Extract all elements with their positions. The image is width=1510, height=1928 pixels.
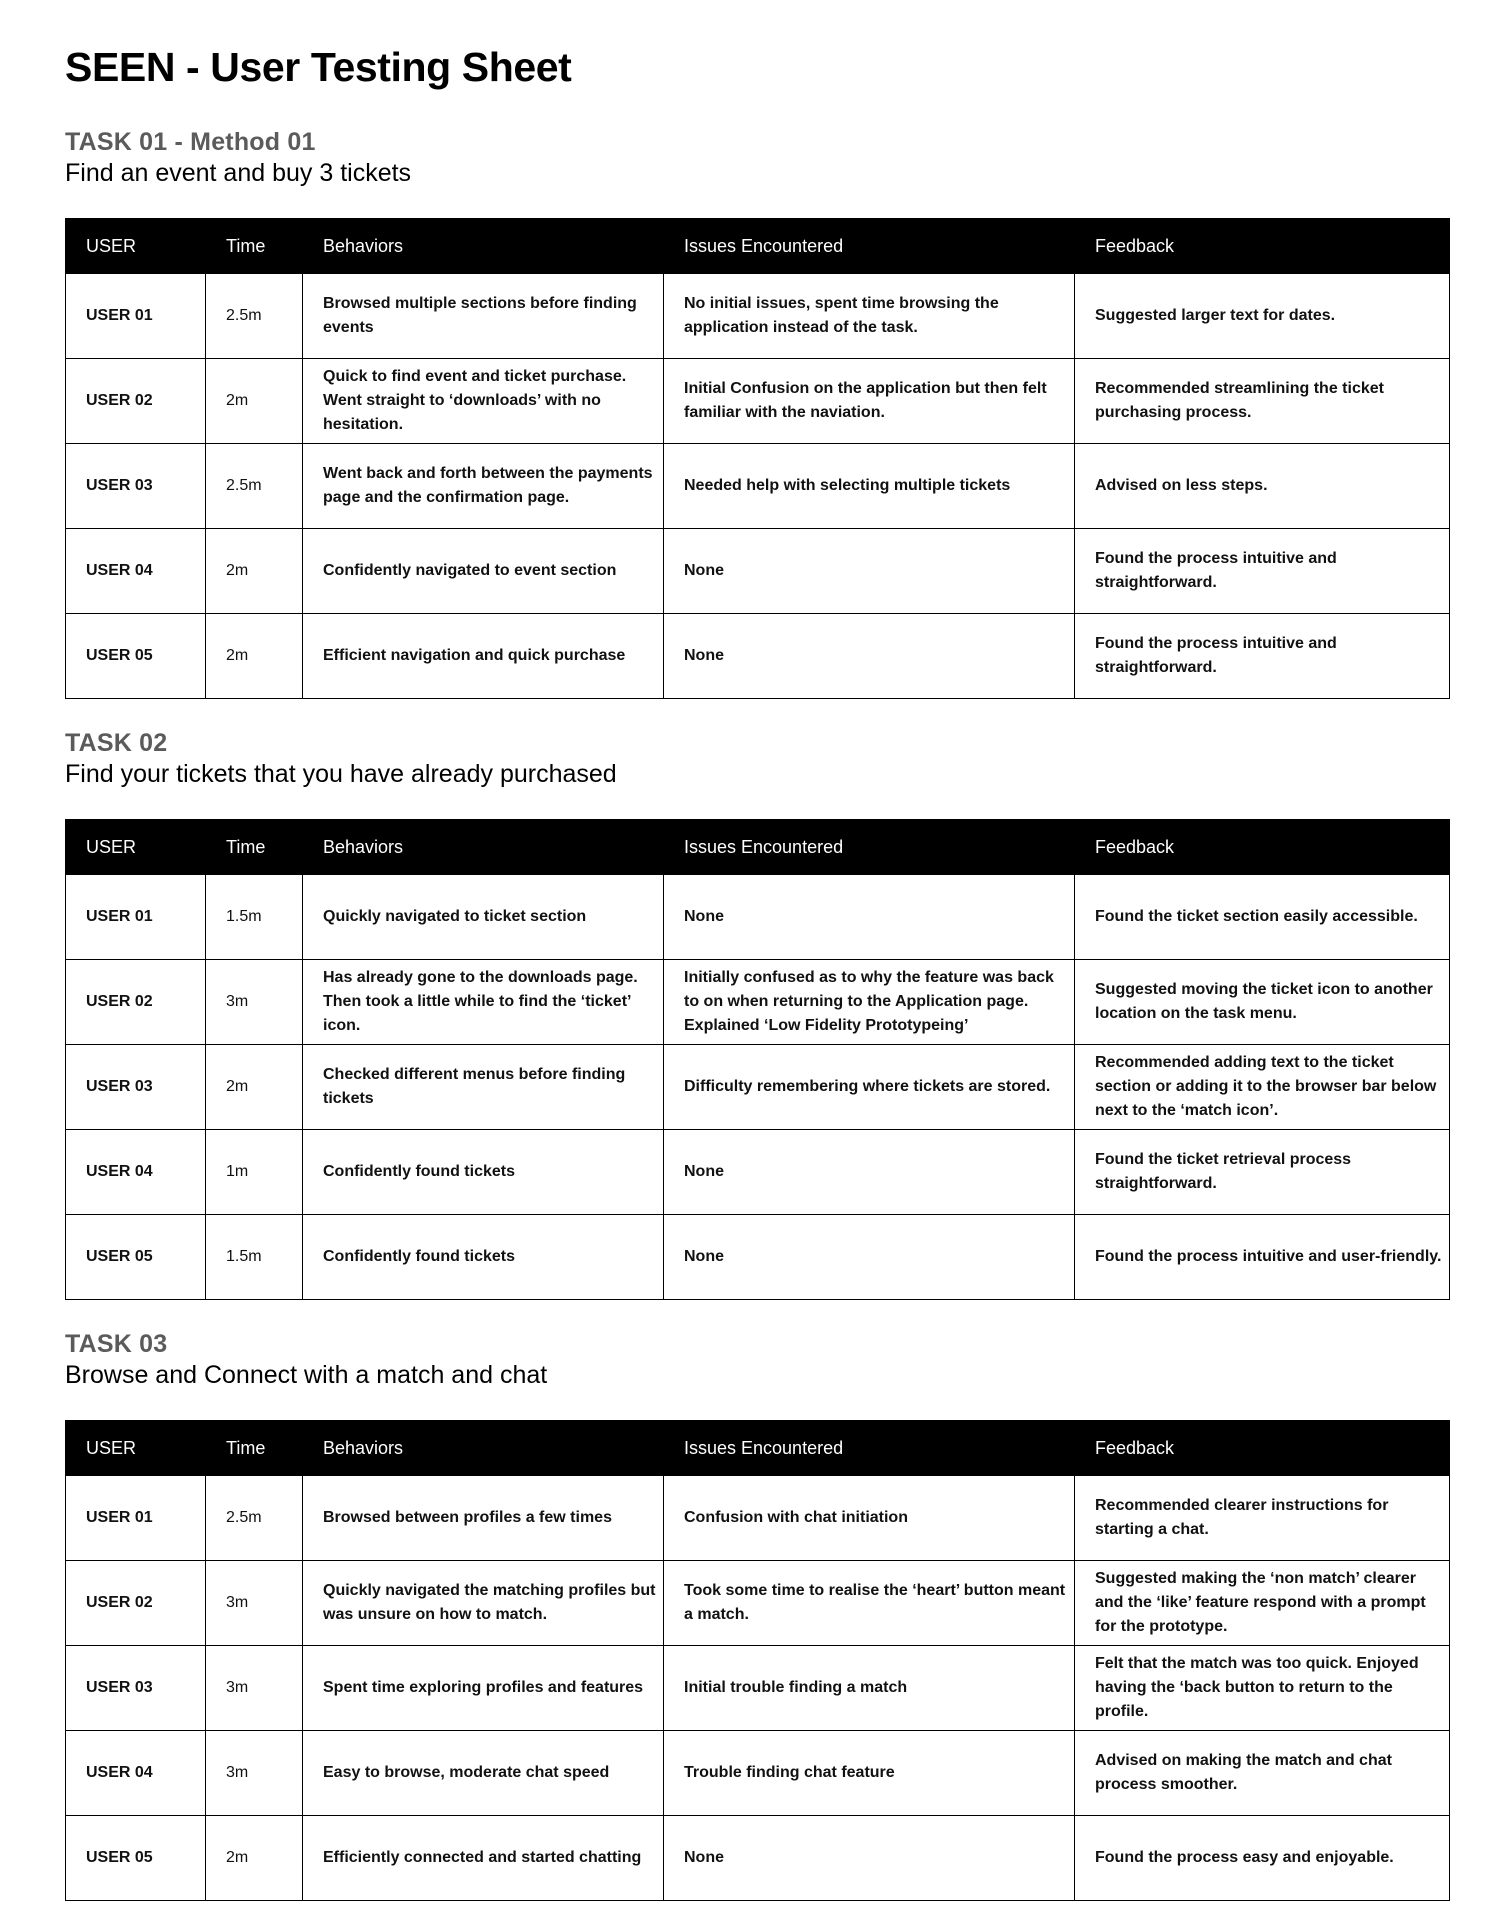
time-cell: 3m (206, 960, 303, 1045)
time-cell: 3m (206, 1561, 303, 1646)
issues-cell: Confusion with chat initiation (664, 1476, 1075, 1561)
time-cell: 2m (206, 529, 303, 614)
issues-cell: Needed help with selecting multiple tickets (664, 444, 1075, 529)
behaviors-cell: Confidently found tickets (303, 1215, 664, 1300)
behaviors-cell: Quick to find event and ticket purchase. Went straight to ‘downloads’ with no hesitation. (303, 359, 664, 444)
task-02-table (65, 819, 1450, 1300)
table-row (66, 614, 1450, 699)
header-issues: Issues Encountered (664, 820, 1075, 875)
issues-cell: Initial Confusion on the application but then felt familiar with the naviation. (664, 359, 1075, 444)
user-cell: USER 01 (66, 875, 206, 960)
issues-cell: Trouble finding chat feature (664, 1731, 1075, 1816)
time-cell: 2m (206, 1045, 303, 1130)
feedback-cell: Found the ticket section easily accessible. (1075, 875, 1450, 960)
issues-cell: Took some time to realise the ‘heart’ button meant a match. (664, 1561, 1075, 1646)
behaviors-cell: Efficient navigation and quick purchase (303, 614, 664, 699)
table-row (66, 359, 1450, 444)
user-cell: USER 01 (66, 1476, 206, 1561)
issues-cell: None (664, 1130, 1075, 1215)
header-feedback: Feedback (1075, 820, 1450, 875)
table-row (66, 1816, 1450, 1901)
table-row (66, 1476, 1450, 1561)
issues-cell: None (664, 529, 1075, 614)
feedback-cell: Found the process intuitive and user-friendly. (1075, 1215, 1450, 1300)
task-01-table (65, 218, 1450, 699)
table-row (66, 274, 1450, 359)
time-cell: 1m (206, 1130, 303, 1215)
behaviors-cell: Confidently found tickets (303, 1130, 664, 1215)
table-row (66, 444, 1450, 529)
user-cell: USER 05 (66, 614, 206, 699)
header-behaviors: Behaviors (303, 820, 664, 875)
feedback-cell: Found the process easy and enjoyable. (1075, 1816, 1450, 1901)
time-cell: 2.5m (206, 444, 303, 529)
task-03-heading: TASK 03 (65, 1330, 168, 1358)
time-cell: 3m (206, 1731, 303, 1816)
behaviors-cell: Browsed multiple sections before finding events (303, 274, 664, 359)
issues-cell: None (664, 875, 1075, 960)
time-cell: 3m (206, 1646, 303, 1731)
header-time: Time (206, 219, 303, 274)
feedback-cell: Found the ticket retrieval process straightforward. (1075, 1130, 1450, 1215)
header-time: Time (206, 1421, 303, 1476)
table-row (66, 1561, 1450, 1646)
behaviors-cell: Went back and forth between the payments page and the confirmation page. (303, 444, 664, 529)
behaviors-cell: Easy to browse, moderate chat speed (303, 1731, 664, 1816)
time-cell: 2.5m (206, 274, 303, 359)
user-cell: USER 05 (66, 1816, 206, 1901)
header-user: USER (66, 219, 206, 274)
behaviors-cell: Spent time exploring profiles and features (303, 1646, 664, 1731)
issues-cell: No initial issues, spent time browsing the application instead of the task. (664, 274, 1075, 359)
feedback-cell: Advised on making the match and chat process smoother. (1075, 1731, 1450, 1816)
user-cell: USER 04 (66, 1130, 206, 1215)
feedback-cell: Suggested moving the ticket icon to another location on the task menu. (1075, 960, 1450, 1045)
issues-cell: None (664, 1816, 1075, 1901)
table-header-row (66, 820, 1450, 875)
header-issues: Issues Encountered (664, 1421, 1075, 1476)
user-cell: USER 03 (66, 1646, 206, 1731)
issues-cell: None (664, 1215, 1075, 1300)
user-cell: USER 04 (66, 529, 206, 614)
user-cell: USER 01 (66, 274, 206, 359)
feedback-cell: Suggested larger text for dates. (1075, 274, 1450, 359)
user-cell: USER 02 (66, 359, 206, 444)
task-03-subtitle: Browse and Connect with a match and chat (65, 1361, 548, 1389)
user-cell: USER 05 (66, 1215, 206, 1300)
header-user: USER (66, 1421, 206, 1476)
user-cell: USER 04 (66, 1731, 206, 1816)
table-row (66, 1731, 1450, 1816)
behaviors-cell: Quickly navigated to ticket section (303, 875, 664, 960)
table-row (66, 529, 1450, 614)
user-cell: USER 02 (66, 1561, 206, 1646)
header-time: Time (206, 820, 303, 875)
feedback-cell: Suggested making the ‘non match’ clearer and the ‘like’ feature respond with a prompt for the prototype. (1075, 1561, 1450, 1646)
table-row (66, 1130, 1450, 1215)
table-row (66, 1215, 1450, 1300)
task-01-heading: TASK 01 - Method 01 (65, 128, 316, 156)
behaviors-cell: Confidently navigated to event section (303, 529, 664, 614)
feedback-cell: Found the process intuitive and straightforward. (1075, 614, 1450, 699)
task-02-heading: TASK 02 (65, 729, 168, 757)
time-cell: 2.5m (206, 1476, 303, 1561)
table-row (66, 1045, 1450, 1130)
header-user: USER (66, 820, 206, 875)
header-feedback: Feedback (1075, 1421, 1450, 1476)
feedback-cell: Recommended clearer instructions for starting a chat. (1075, 1476, 1450, 1561)
table-row (66, 875, 1450, 960)
feedback-cell: Recommended adding text to the ticket section or adding it to the browser bar below next to the ‘match icon’. (1075, 1045, 1450, 1130)
table-row (66, 1646, 1450, 1731)
user-cell: USER 03 (66, 1045, 206, 1130)
user-cell: USER 02 (66, 960, 206, 1045)
table-header-row (66, 219, 1450, 274)
header-behaviors: Behaviors (303, 219, 664, 274)
time-cell: 2m (206, 614, 303, 699)
table-header-row (66, 1421, 1450, 1476)
behaviors-cell: Efficiently connected and started chatting (303, 1816, 664, 1901)
behaviors-cell: Quickly navigated the matching profiles but was unsure on how to match. (303, 1561, 664, 1646)
behaviors-cell: Browsed between profiles a few times (303, 1476, 664, 1561)
issues-cell: Initially confused as to why the feature was back to on when returning to the Application page. Explained ‘Low Fidelity Prototypeing’ (664, 960, 1075, 1045)
issues-cell: Initial trouble finding a match (664, 1646, 1075, 1731)
task-03-table (65, 1420, 1450, 1901)
header-issues: Issues Encountered (664, 219, 1075, 274)
behaviors-cell: Checked different menus before finding tickets (303, 1045, 664, 1130)
header-behaviors: Behaviors (303, 1421, 664, 1476)
task-01-subtitle: Find an event and buy 3 tickets (65, 159, 412, 187)
issues-cell: Difficulty remembering where tickets are stored. (664, 1045, 1075, 1130)
page-title: SEEN - User Testing Sheet (65, 44, 572, 90)
time-cell: 1.5m (206, 875, 303, 960)
feedback-cell: Recommended streamlining the ticket purchasing process. (1075, 359, 1450, 444)
user-cell: USER 03 (66, 444, 206, 529)
time-cell: 2m (206, 1816, 303, 1901)
header-feedback: Feedback (1075, 219, 1450, 274)
issues-cell: None (664, 614, 1075, 699)
time-cell: 2m (206, 359, 303, 444)
behaviors-cell: Has already gone to the downloads page. Then took a little while to find the ‘ticket’ icon. (303, 960, 664, 1045)
task-02-subtitle: Find your tickets that you have already purchased (65, 760, 617, 788)
feedback-cell: Found the process intuitive and straightforward. (1075, 529, 1450, 614)
time-cell: 1.5m (206, 1215, 303, 1300)
feedback-cell: Felt that the match was too quick. Enjoyed having the ‘back button to return to the profile. (1075, 1646, 1450, 1731)
feedback-cell: Advised on less steps. (1075, 444, 1450, 529)
table-row (66, 960, 1450, 1045)
